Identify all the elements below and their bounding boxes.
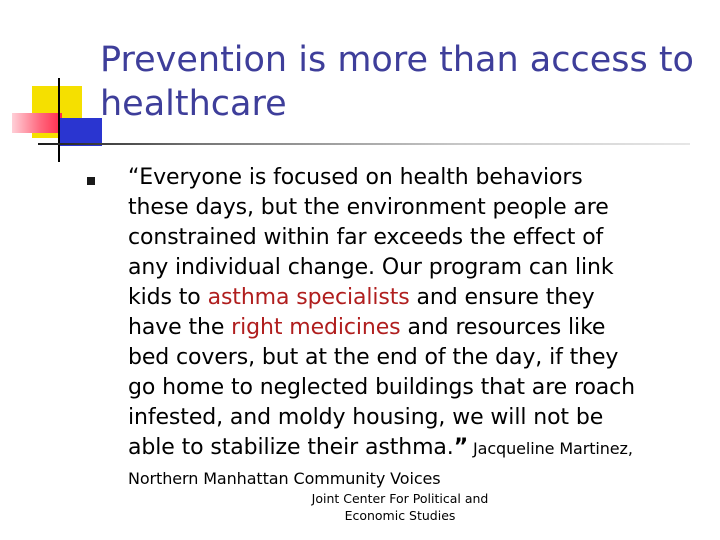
slide-title <box>100 38 710 126</box>
quote-line <box>128 283 718 313</box>
slide-footer <box>300 490 500 524</box>
quote-text <box>128 163 718 494</box>
quote-line <box>128 403 718 433</box>
quote-line <box>128 163 718 193</box>
quote-line <box>128 433 718 464</box>
quote-line-5-start: kids to <box>128 285 208 310</box>
quote-line-6-end: and resources like <box>400 315 606 340</box>
title-divider-line <box>38 143 690 145</box>
quote-line-1: “Everyone is focused on health behaviors <box>128 165 583 190</box>
quote-line-5-end: and ensure they <box>409 285 595 310</box>
highlight-asthma-specialists: asthma specialists <box>207 285 410 310</box>
footer-line-2: Economic Studies <box>344 508 456 523</box>
quote-line <box>128 343 718 373</box>
highlight-right-medicines: right medicines <box>231 315 401 340</box>
title-line-2: healthcare <box>100 84 287 124</box>
quote-line <box>128 313 718 343</box>
quote-line <box>128 193 718 223</box>
quote-line <box>128 253 718 283</box>
quote-line <box>128 373 718 403</box>
quote-line <box>128 223 718 253</box>
quote-line-7: bed covers, but at the end of the day, if they <box>128 345 619 370</box>
decorative-blue-square <box>58 118 102 146</box>
bullet-marker <box>87 177 95 185</box>
quote-line-3: constrained within far exceeds the effect of <box>128 225 604 250</box>
footer-line-1: Joint Center For Political and <box>311 491 489 506</box>
quote-line-9: infested, and moldy housing, we will not be <box>128 405 604 430</box>
quote-line-10: able to stabilize their asthma. <box>128 435 454 460</box>
decorative-red-bar <box>12 113 62 133</box>
closing-quote-mark: ” <box>453 435 469 460</box>
quote-line-2: these days, but the environment people are <box>128 195 609 220</box>
title-line-1: Prevention is more than access to <box>100 40 694 80</box>
attribution-name: Jacqueline Martinez, <box>468 439 633 458</box>
decorative-vertical-line <box>58 78 60 162</box>
quote-line-6-start: have the <box>128 315 232 340</box>
quote-line-8: go home to neglected buildings that are roach <box>128 375 636 400</box>
quote-line-4: any individual change. Our program can link <box>128 255 614 280</box>
attribution-org: Northern Manhattan Community Voices <box>128 469 441 488</box>
